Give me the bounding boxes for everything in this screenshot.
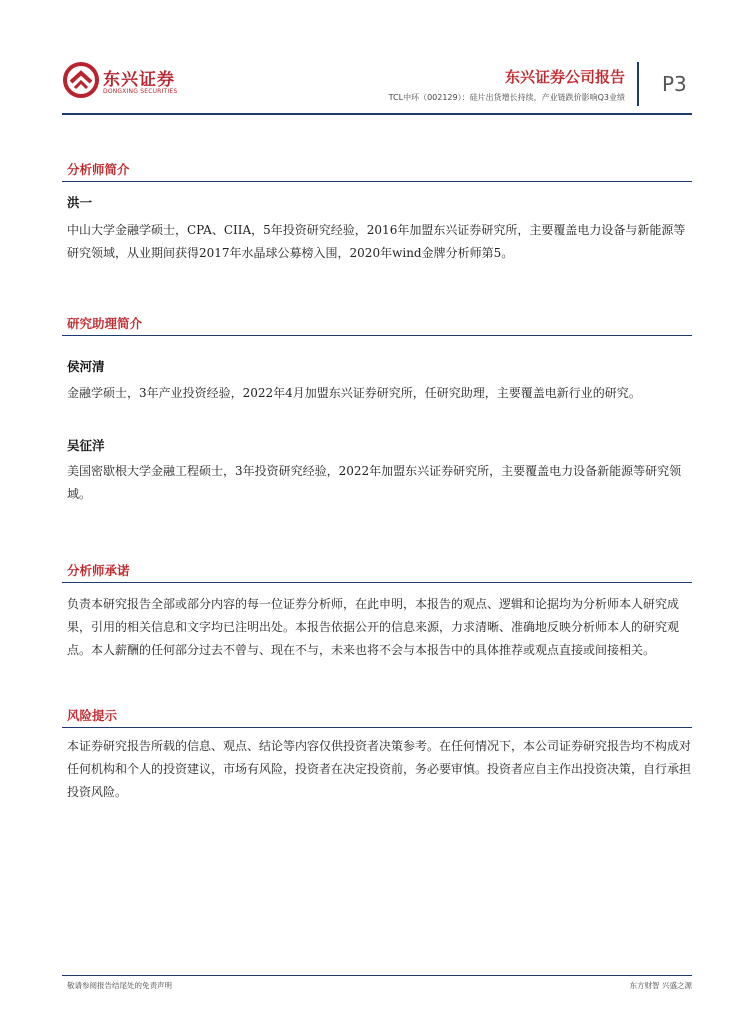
analyst-name: 洪一 bbox=[67, 195, 93, 210]
logo-mark-icon bbox=[63, 62, 99, 98]
header-divider bbox=[637, 62, 639, 106]
assistant-name-2: 吴征洋 bbox=[67, 438, 105, 453]
section-title-risk: 风险提示 bbox=[67, 708, 118, 723]
assistant-bio-1: 金融学硕士，3年产业投资经验，2022年4月加盟东兴证券研究所，任研究助理，主要覆盖电新行业的研究。 bbox=[67, 386, 641, 400]
assistant-name-1: 侯河清 bbox=[67, 359, 105, 374]
company-logo bbox=[63, 62, 188, 102]
footer-slogan: 东方财智 兴盛之源 bbox=[629, 981, 692, 990]
section-rule bbox=[62, 727, 692, 728]
report-header-subtitle: TCL中环（002129）：硅片出货增长持续，产业链跌价影响Q3业绩 bbox=[388, 93, 625, 102]
section-title-commitment: 分析师承诺 bbox=[67, 563, 130, 578]
section-rule bbox=[62, 181, 692, 182]
section-title-assistants: 研究助理简介 bbox=[67, 316, 143, 331]
logo-name: 东兴证券 bbox=[103, 70, 175, 90]
commitment-text: 负责本研究报告全部或部分内容的每一位证券分析师，在此申明，本报告的观点、逻辑和论据均为分析师本人研究成果，引用的相关信息和文字均已注明出处。本报告依据公开的信息来源，力求清晰、准确地反映分析师本人的研究观点。本人薪酬的任何部分过去不曾与、现在不与，未来也将不会与本报告中的具体推荐或观点直接或间接相关。 bbox=[67, 597, 680, 657]
logo-english-name: DONGXING SECURITIES bbox=[103, 88, 178, 95]
section-rule bbox=[62, 582, 692, 583]
risk-text: 本证券研究报告所载的信息、观点、结论等内容仅供投资者决策参考。在任何情况下，本公司证券研究报告均不构成对任何机构和个人的投资建议，市场有风险，投资者在决定投资前，务必要审慎。投资者应自主作出投资决策，自行承担投资风险。 bbox=[67, 739, 692, 799]
assistant-bio-2: 美国密歇根大学金融工程硕士，3年投资研究经验，2022年加盟东兴证券研究所，主要覆盖电力设备新能源等研究领域。 bbox=[67, 464, 682, 501]
section-title-analyst: 分析师简介 bbox=[67, 162, 130, 177]
analyst-bio: 中山大学金融学硕士，CPA、CIIA，5年投资研究经验，2016年加盟东兴证券研究所，主要覆盖电力设备与新能源等研究领域，从业期间获得2017年水晶球公募榜入围，2020年wind金牌分析师第5。 bbox=[67, 223, 686, 260]
page-number: P3 bbox=[662, 72, 687, 96]
report-header-title: 东兴证券公司报告 bbox=[504, 68, 625, 86]
header-rule bbox=[62, 113, 692, 115]
footer-disclaimer-note: 敬请参阅报告结尾处的免责声明 bbox=[67, 981, 172, 990]
section-rule bbox=[62, 335, 692, 336]
footer-rule bbox=[62, 975, 692, 976]
